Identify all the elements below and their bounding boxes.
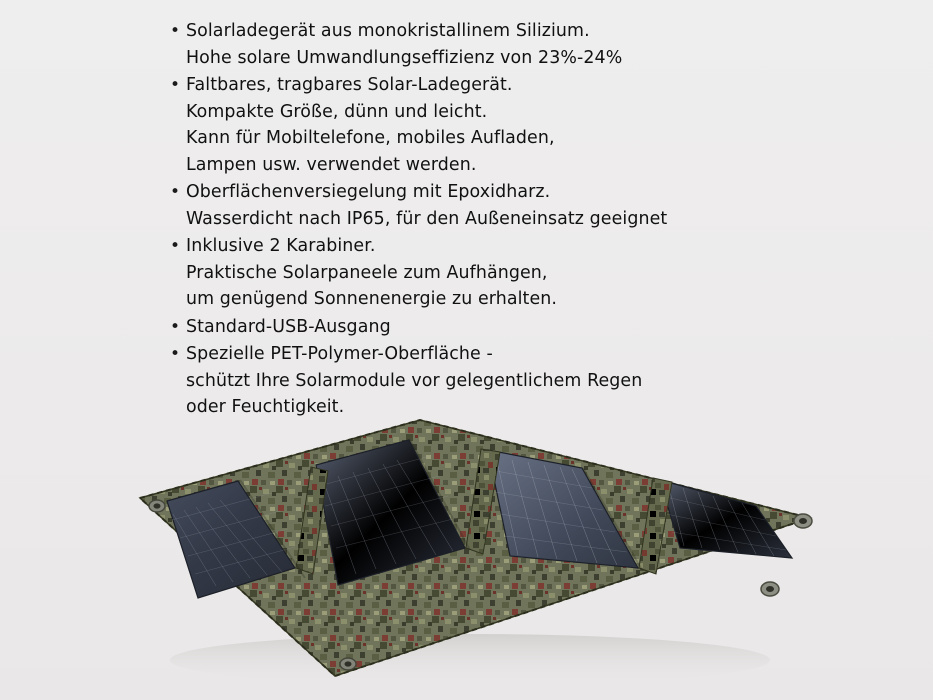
feature-text xyxy=(186,18,770,71)
feature-line: um genügend Sonnenenergie zu erhalten. xyxy=(186,289,558,309)
faltbares-solarpanel-foto xyxy=(120,408,820,693)
feature-line: Faltbares, tragbares Solar-Ladegerät. xyxy=(186,75,513,95)
eyelet-icon xyxy=(761,582,779,596)
list-item xyxy=(170,314,770,341)
feature-text xyxy=(186,233,770,313)
eyelet-icon xyxy=(149,500,165,512)
list-item xyxy=(170,233,770,313)
feature-line: schützt Ihre Solarmodule vor gelegentlichem Regen xyxy=(186,370,643,391)
feature-line: Solarladegerät aus monokristallinem Silizium. xyxy=(186,21,590,41)
feature-text xyxy=(186,179,770,232)
bullet-icon: • xyxy=(170,344,181,364)
bullet-icon: • xyxy=(170,236,181,256)
feature-line: Wasserdicht nach IP65, für den Außeneinsatz geeignet xyxy=(186,208,668,229)
list-item xyxy=(170,179,770,232)
list-item xyxy=(170,72,770,178)
feature-line: Kompakte Größe, dünn und leicht. xyxy=(186,101,488,122)
feature-line: Spezielle PET-Polymer-Oberfläche - xyxy=(186,344,493,364)
bullet-icon: • xyxy=(170,75,181,95)
feature-list xyxy=(170,18,770,422)
feature-line: Kann für Mobiltelefone, mobiles Aufladen, xyxy=(186,128,555,148)
feature-line: Hohe solare Umwandlungseffizienz von 23%-24% xyxy=(186,47,623,68)
eyelet-icon xyxy=(794,514,812,528)
product-image xyxy=(120,408,820,693)
feature-line: Lampen usw. verwendet werden. xyxy=(186,154,477,175)
feature-text xyxy=(186,72,770,178)
feature-line: Inklusive 2 Karabiner. xyxy=(186,236,376,256)
feature-line: oder Feuchtigkeit. xyxy=(186,397,345,417)
eyelet-icon xyxy=(340,658,356,670)
feature-line: Praktische Solarpaneele zum Aufhängen, xyxy=(186,262,548,283)
feature-line: Standard-USB-Ausgang xyxy=(186,316,391,337)
bullet-icon: • xyxy=(170,21,181,41)
bullet-icon: • xyxy=(170,182,181,202)
bullet-icon: • xyxy=(170,316,181,337)
panel-shadow xyxy=(170,634,770,686)
feature-text xyxy=(186,314,770,341)
feature-line: Oberflächenversiegelung mit Epoxidharz. xyxy=(186,182,551,202)
list-item xyxy=(170,18,770,71)
